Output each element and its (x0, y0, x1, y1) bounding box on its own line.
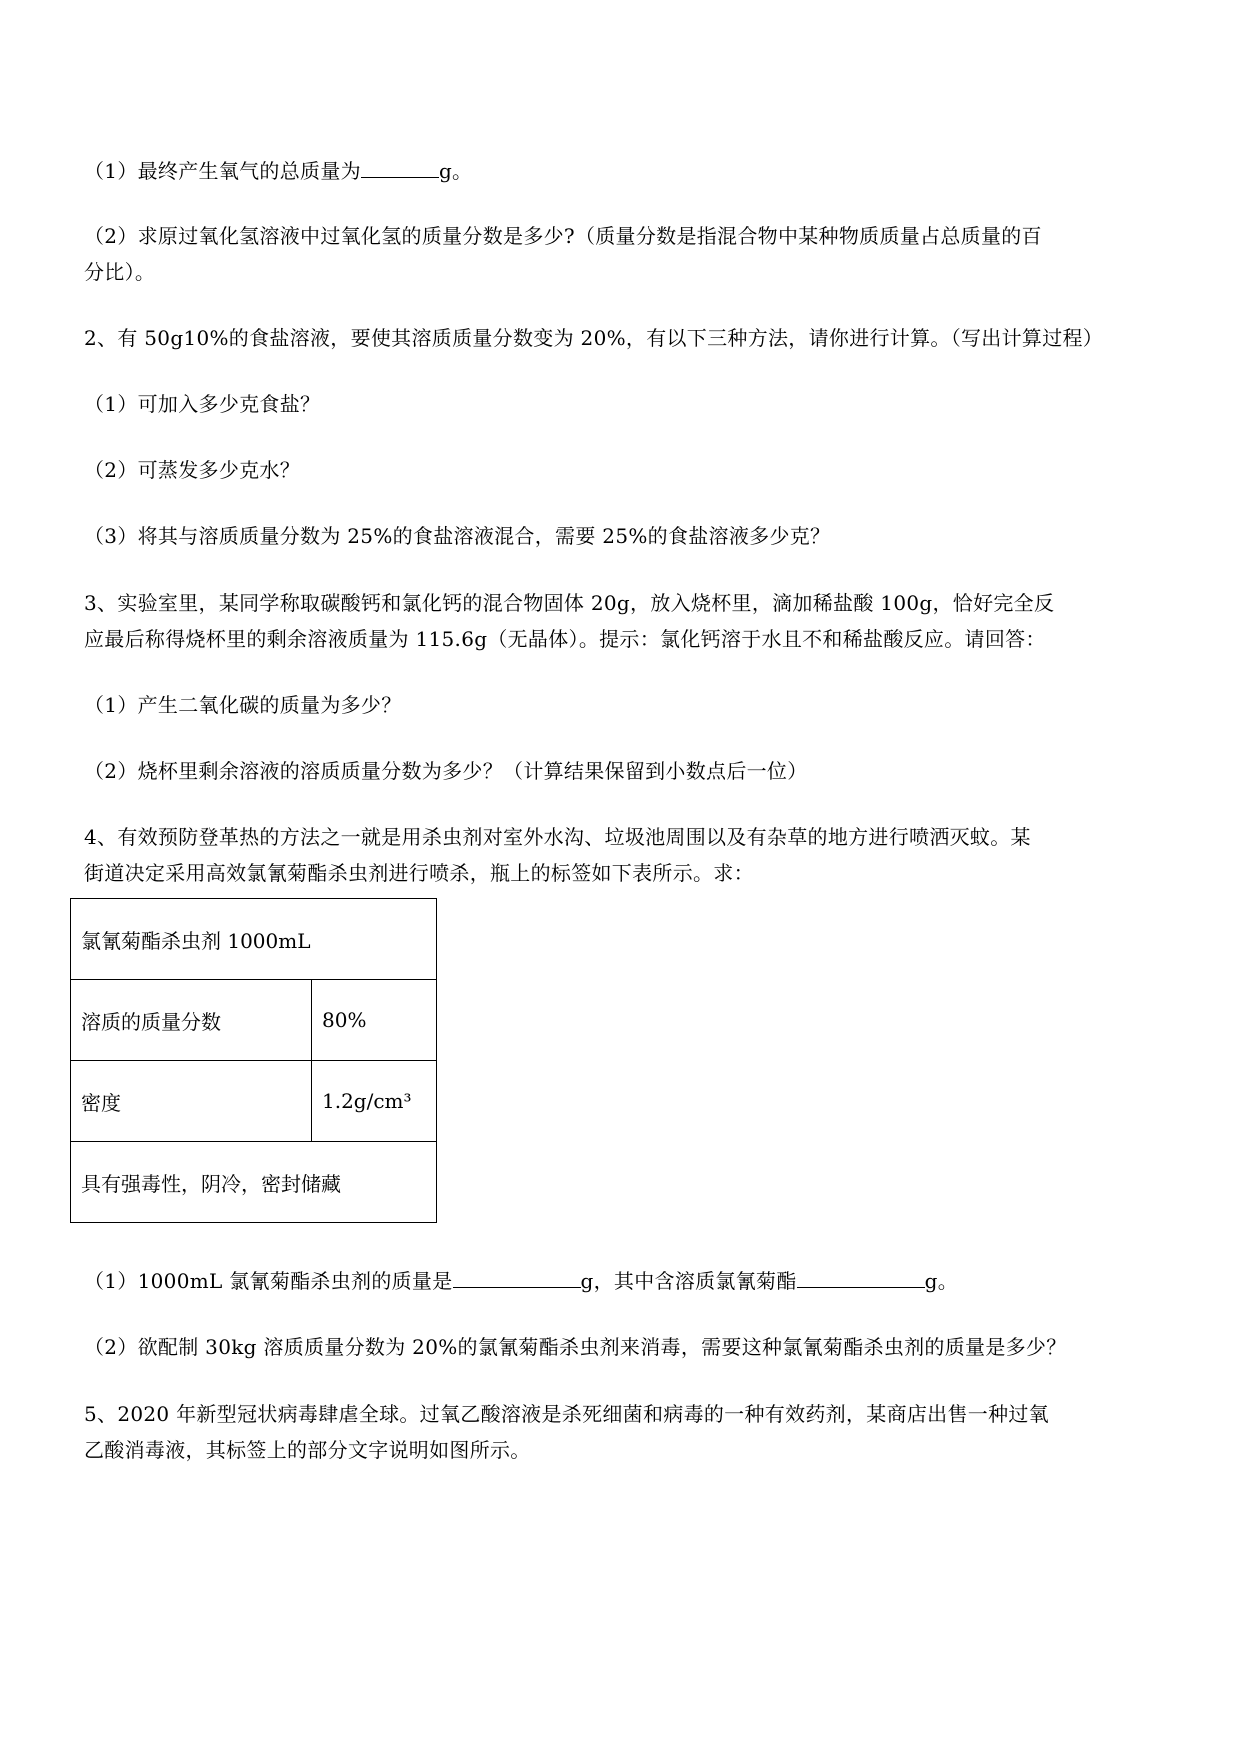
q1-sub1 (84, 157, 472, 185)
q2-sub2: （2）可蒸发多少克水？ (84, 458, 301, 482)
table-cell-label: 溶质的质量分数 (71, 980, 312, 1061)
q4-sub1-mid-text: g，其中含溶质氯氰菊酯 (580, 1269, 797, 1293)
table-row (71, 980, 437, 1061)
q1-sub2-line1: （2）求原过氧化氢溶液中过氧化氢的质量分数是多少?（质量分数是指混合物中某种物质质量占总质量的百 (84, 224, 1042, 248)
q1-sub2-line2: 分比）。 (84, 260, 156, 284)
q3-sub1: （1）产生二氧化碳的质量为多少？ (84, 693, 402, 717)
q3-sub2: （2）烧杯里剩余溶液的溶质质量分数为多少？（计算结果保留到小数点后一位） (84, 759, 808, 783)
table-title-cell: 氯氰菊酯杀虫剂 1000mL (71, 899, 437, 980)
q4-stem-line1: 4、有效预防登革热的方法之一就是用杀虫剂对室外水沟、垃圾池周围以及有杂草的地方进行喷洒灭蚊。某 (84, 825, 1031, 849)
table-cell-label: 密度 (71, 1061, 312, 1142)
q1-sub1-text: （1）最终产生氧气的总质量为 (84, 159, 361, 183)
q4-sub2: （2）欲配制 30kg 溶质质量分数为 20%的氯氰菊酯杀虫剂来消毒，需要这种氯氰菊酯杀虫剂的质量是多少？ (84, 1335, 1067, 1359)
insecticide-label-table (70, 898, 437, 1223)
q1-sub1-unit: g。 (438, 159, 473, 183)
q5-stem-line2: 乙酸消毒液，其标签上的部分文字说明如图所示。 (84, 1438, 531, 1462)
table-cell-value: 80% (312, 980, 437, 1061)
table-note-cell: 具有强毒性，阴冷，密封储藏 (71, 1142, 437, 1223)
q4-sub1 (84, 1267, 958, 1295)
q4-sub1-text: （1）1000mL 氯氰菊酯杀虫剂的质量是 (84, 1269, 453, 1293)
answer-blank (361, 159, 439, 178)
answer-blank (797, 1269, 925, 1288)
table-row (71, 899, 437, 980)
q4-sub1-unit: g。 (924, 1269, 959, 1293)
table-row (71, 1061, 437, 1142)
q5-stem-line1: 5、2020 年新型冠状病毒肆虐全球。过氧乙酸溶液是杀死细菌和病毒的一种有效药剂，某商店出售一种过氧 (84, 1402, 1049, 1426)
q3-stem-line2: 应最后称得烧杯里的剩余溶液质量为 115.6g（无晶体）。提示：氯化钙溶于水且不和稀盐酸反应。请回答： (84, 627, 1046, 651)
q2-sub1: （1）可加入多少克食盐？ (84, 392, 321, 416)
q2-stem: 2、有 50g10%的食盐溶液，要使其溶质质量分数变为 20%，有以下三种方法，请你进行计算。（写出计算过程） (84, 326, 1104, 350)
answer-blank (453, 1269, 581, 1288)
q3-stem-line1: 3、实验室里，某同学称取碳酸钙和氯化钙的混合物固体 20g，放入烧杯里，滴加稀盐酸 100g，恰好完全反 (84, 591, 1055, 615)
table-cell-value: 1.2g/cm³ (312, 1061, 437, 1142)
table-row (71, 1142, 437, 1223)
q2-sub3: （3）将其与溶质质量分数为 25%的食盐溶液混合，需要 25%的食盐溶液多少克？ (84, 524, 831, 548)
q4-stem-line2: 街道决定采用高效氯氰菊酯杀虫剂进行喷杀，瓶上的标签如下表所示。求： (84, 861, 754, 885)
